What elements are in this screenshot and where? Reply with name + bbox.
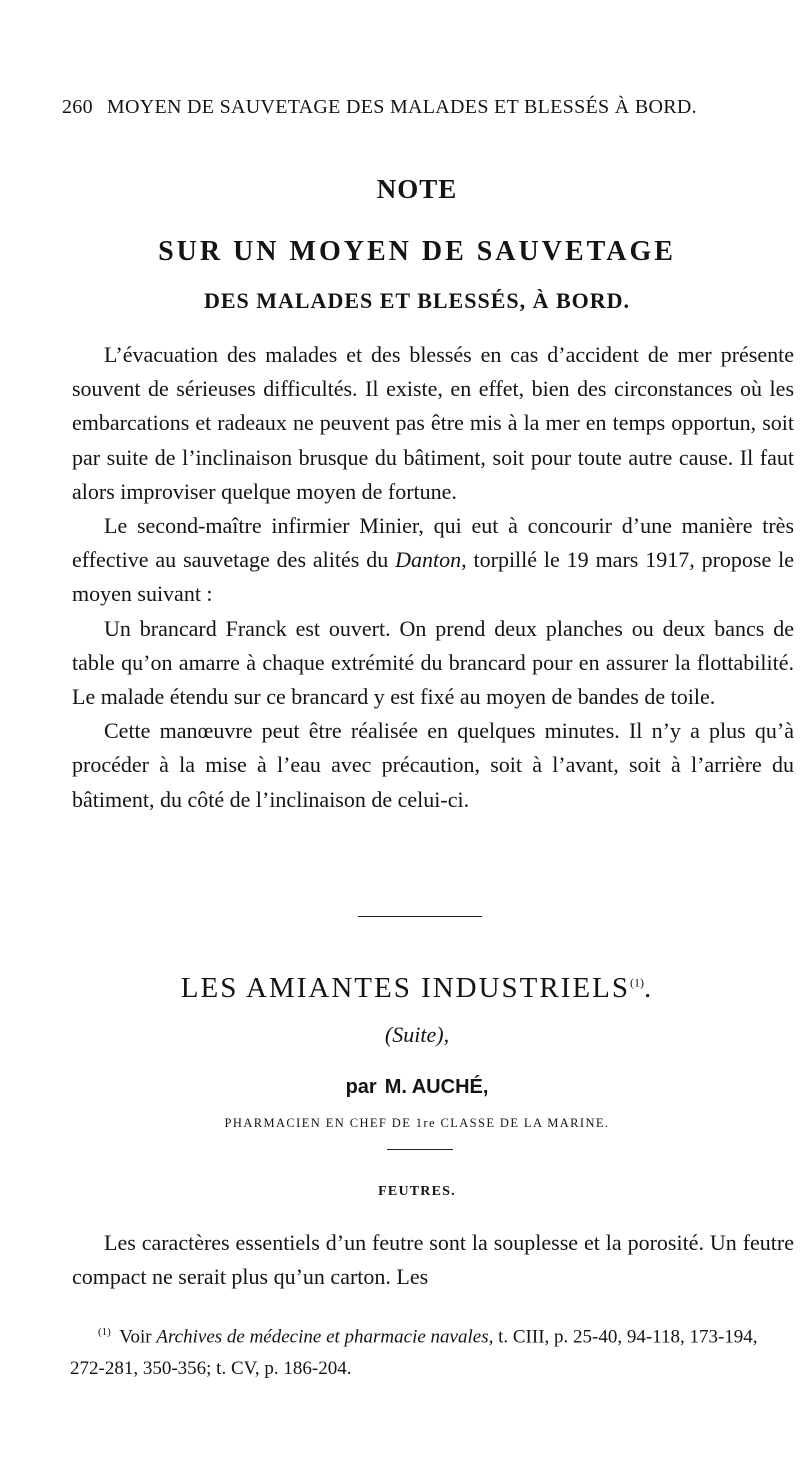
footnote-number: (1) [98, 1326, 111, 1338]
note-paragraph-2-end: torpillé le 19 mars 1917, propose le moyen suivant : [72, 547, 795, 607]
note-paragraph-4: Cette manœuvre peut être réalisée en quelques minutes. Il n’y a plus qu’à procéder à la mise à l’eau avec précaution, soit à l’avant, soit à l’arrière du bâtiment, du côté de l’inclinaison de celui-ci. [72, 718, 794, 812]
section-heading: FEUTRES. [378, 1184, 456, 1199]
footnote-refs: t. CIII, p. 25-40, 94-118, 173-194, 272-281, 350-356; t. CV, p. 186-204. [70, 1326, 758, 1380]
running-head-title: MOYEN DE SAUVETAGE DES MALADES ET BLESSÉS À BORD. [106, 96, 697, 118]
article-body [72, 1226, 794, 1294]
article-suite: (Suite), [384, 1022, 450, 1047]
article-paragraph: Les caractères essentiels d’un feutre sont la souplesse et la porosité. Un feutre compact ne serait plus qu’un carton. Les [72, 1230, 794, 1290]
note-paragraph-2-text: Le second-maître infirmier Minier, qui eut à concourir d’une manière très effective au sauvetage des alités du [72, 513, 794, 573]
author-affiliation: PHARMACIEN EN CHEF DE 1re CLASSE DE LA MARINE. [224, 1116, 610, 1130]
note-subtitle-line2: DES MALADES ET BLESSÉS, À BORD. [203, 288, 631, 313]
footnote-journal: Archives de médecine et pharmacie navales, [156, 1326, 494, 1348]
article-footnote-marker: (1) [629, 975, 644, 990]
footnote [70, 1316, 790, 1385]
note-paragraph-3: Un brancard Franck est ouvert. On prend deux planches ou deux bancs de table qu’on amarre à chaque extrémité du brancard pour en assurer la flottabilité. Le malade étendu sur ce brancard y est fixé au moyen de bandes de toile. [72, 615, 794, 710]
note-paragraph-1: L’évacuation des malades et des blessés en cas d’accident de mer présente souvent de sérieuses difficultés. Il existe, en effet, bien des circonstances où les embarcations et radeaux ne peuvent pas être mis à la mer en temps opportun, soit par suite de l’inclinaison brusque du bâtiment, soit pour toute autre cause. Il faut alors improviser quelque moyen de fortune. [72, 342, 794, 504]
note-paragraph-2 [72, 509, 794, 612]
article-title [62, 972, 772, 1005]
article-title-text: LES AMIANTES INDUSTRIELS [180, 972, 630, 1004]
article-title-end: . [643, 972, 654, 1004]
author-prefix: par [345, 1076, 377, 1098]
author-name: M. AUCHÉ, [384, 1076, 489, 1098]
footnote-prefix: Voir [119, 1326, 152, 1348]
article-author [62, 1076, 772, 1099]
note-subtitle-line1: SUR UN MOYEN DE SAUVETAGE [158, 236, 676, 267]
section-divider [358, 916, 482, 917]
note-title: NOTE [376, 174, 458, 204]
running-head [62, 96, 772, 119]
note-body [72, 338, 794, 817]
page-number: 260 [62, 96, 93, 118]
affiliation-divider [387, 1149, 453, 1150]
ship-name: Danton, [395, 547, 467, 573]
